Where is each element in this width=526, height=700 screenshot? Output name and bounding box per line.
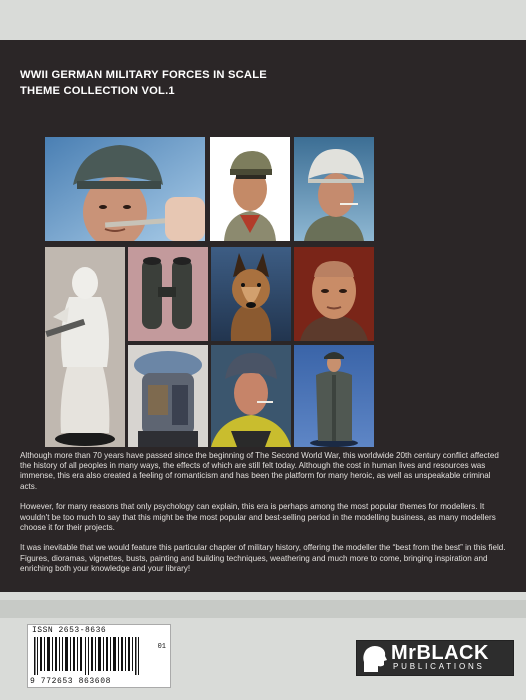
photo-backpack: [128, 345, 208, 447]
publisher-logo: [356, 640, 514, 676]
barcode-box: [27, 624, 171, 688]
issue-number: 01: [157, 643, 166, 651]
publisher-name: MrBLACK: [391, 642, 489, 664]
photo-soldier-white-helmet: [294, 137, 374, 241]
barcode-number: 9 772653 863608: [30, 677, 112, 686]
photo-officer-cap: [210, 137, 290, 241]
intro-paragraph-1: Although more than 70 years have passed since the beginning of The Second World War, this worldwide 20th century conflict affected the history of all peoples in many ways, the effects of which are still felt today. Although the cost in human lives and resources was immense, this era also created a feeling of romanticism and has been the platform for many heroic, as well as unspeakable criminal acts.: [20, 451, 499, 491]
silhouette-head-icon: [360, 644, 388, 672]
intro-text: [20, 451, 508, 585]
photo-binoculars: [128, 247, 208, 341]
title-line-2: THEME COLLECTION VOL.1: [20, 85, 175, 97]
photo-german-shepherd: [211, 247, 291, 341]
title-line-1: WWII GERMAN MILITARY FORCES IN SCALE: [20, 69, 267, 81]
photo-officer-long-coat: [294, 345, 374, 447]
photo-bald-officer: [294, 247, 374, 341]
divider-stripe: [0, 600, 526, 618]
issn-label: ISSN 2653-8636: [32, 626, 107, 635]
cover-title: [20, 67, 267, 99]
photo-soldier-smoking: [211, 345, 291, 447]
photo-figure-winter-uniform: [45, 247, 125, 447]
publisher-subtitle: PUBLICATIONS: [393, 662, 485, 671]
intro-paragraph-3: It was inevitable that we would feature this particular chapter of military history, offering the modeller the “best from the best” in this field. Figures, dioramas, vignettes, busts, painting and building techniques, weathering and much more to come, bringing inspiration and enriching both your knowledge and your library!: [20, 543, 506, 573]
photo-soldier-helmet-brush: [45, 137, 205, 241]
intro-paragraph-2: However, for many reasons that only psychology can explain, this era is perhaps among the most popular themes for modellers. It wouldn't be too much to say that this might be the most popular and best-selling period in the modelling business, as many modellers choose it for their projects.: [20, 502, 496, 532]
top-band: [0, 0, 526, 40]
barcode-bars: [34, 637, 142, 675]
